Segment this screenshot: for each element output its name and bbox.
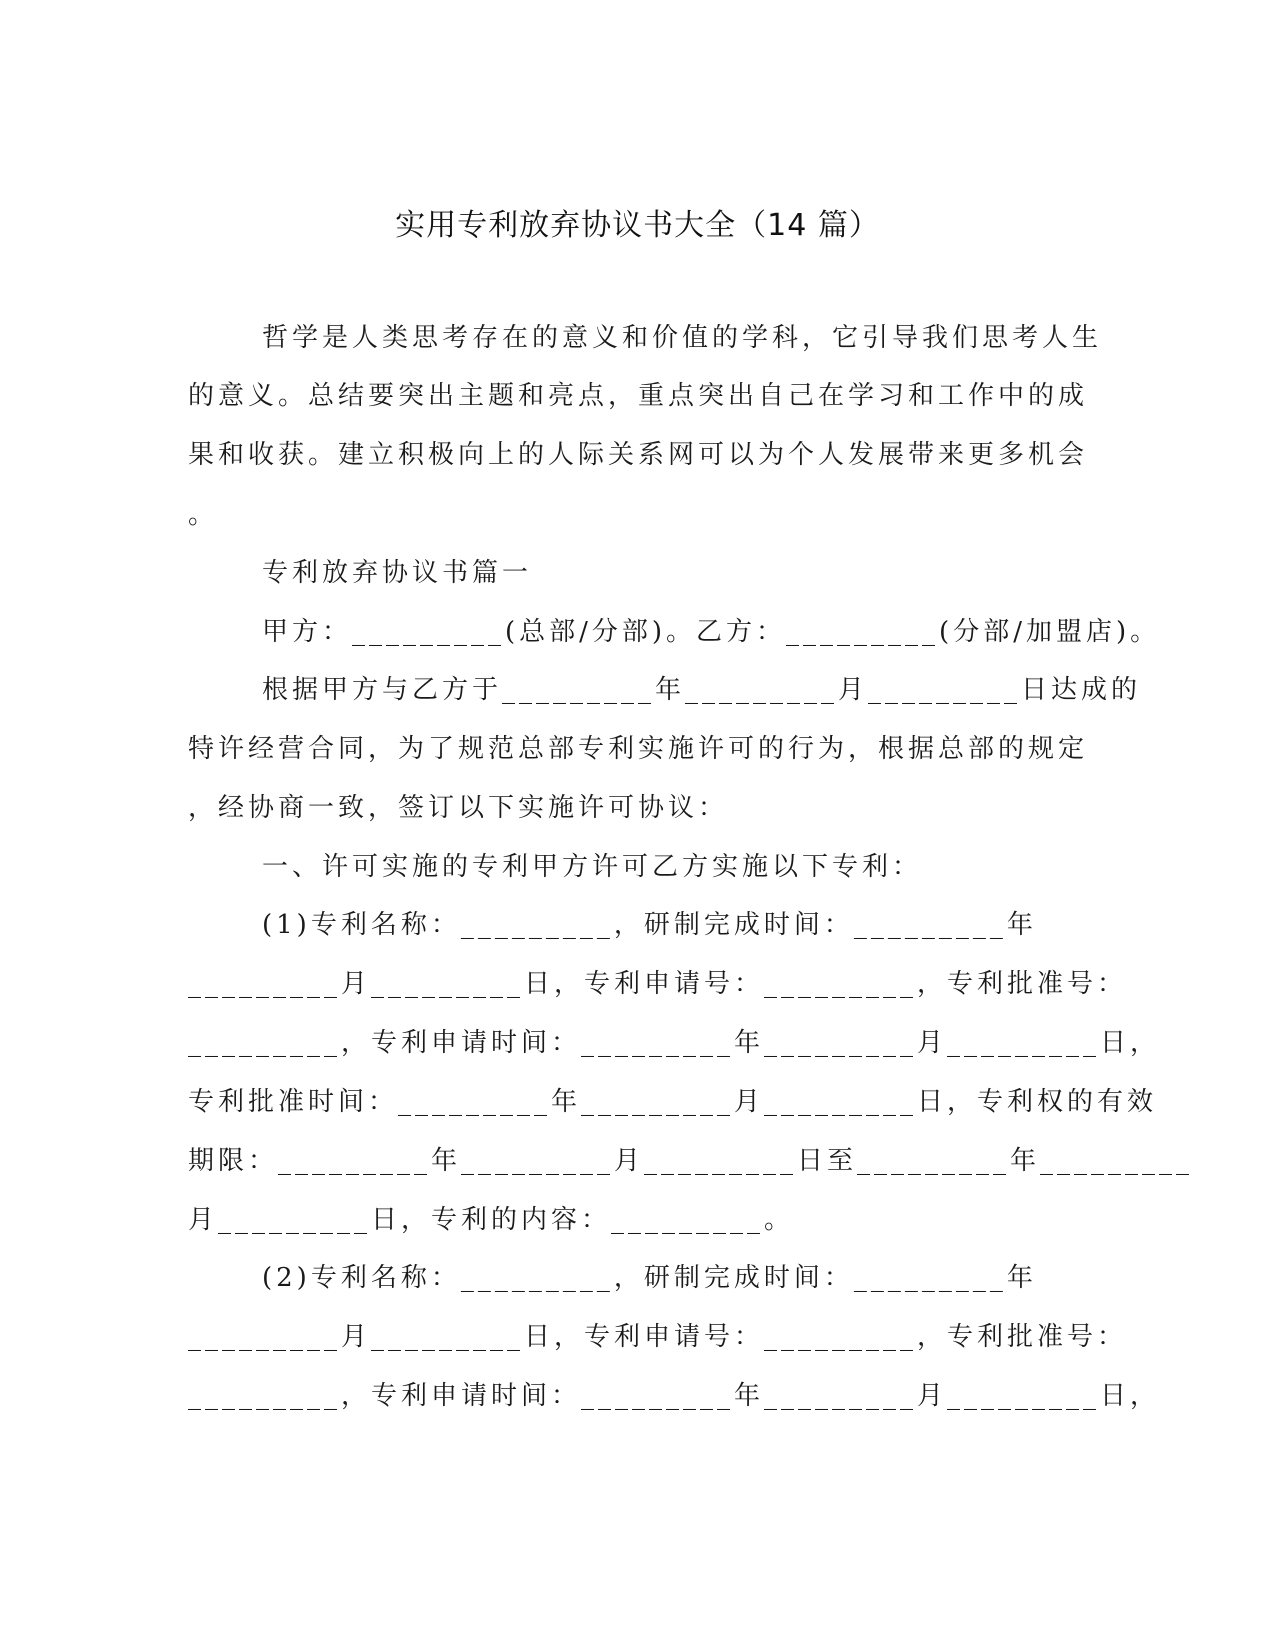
paragraph-line: _________，专利申请时间：_________年_________月_________日，	[188, 1381, 1161, 1411]
paragraph-line: 根据甲方与乙方于_________年_________月_________日达成的	[262, 675, 1142, 705]
paragraph-line: 甲方：_________(总部/分部)。乙方：_________(分部/加盟店)。	[262, 617, 1161, 647]
paragraph-line: 果和收获。建立积极向上的人际关系网可以为个人发展带来更多机会	[188, 440, 1089, 470]
paragraph-line: 专利批准时间：_________年_________月_________日，专利权的有效	[188, 1087, 1158, 1117]
document-title: 实用专利放弃协议书大全（14 篇）	[395, 208, 880, 243]
paragraph-line: (1)专利名称：_________，研制完成时间：_________年	[262, 910, 1037, 940]
paragraph-line: 的意义。总结要突出主题和亮点，重点突出自己在学习和工作中的成	[188, 381, 1089, 411]
paragraph-line: _________，专利申请时间：_________年_________月_________日，	[188, 1028, 1161, 1058]
paragraph-line: 哲学是人类思考存在的意义和价值的学科，它引导我们思考人生	[262, 323, 1103, 353]
paragraph-line: (2)专利名称：_________，研制完成时间：_________年	[262, 1263, 1037, 1293]
paragraph-line: 月_________日，专利的内容：_________。	[188, 1205, 795, 1235]
paragraph-line: ，经协商一致，签订以下实施许可协议：	[188, 793, 729, 823]
paragraph-line: _________月_________日，专利申请号：_________，专利批准号：	[188, 969, 1128, 999]
paragraph-line: 特许经营合同，为了规范总部专利实施许可的行为，根据总部的规定	[188, 734, 1089, 764]
paragraph-line: 期限：_________年_________月_________日至_________年_________	[188, 1146, 1194, 1176]
paragraph-line: 一、许可实施的专利甲方许可乙方实施以下专利：	[262, 852, 923, 882]
paragraph-line: 。	[188, 500, 219, 530]
section-heading: 专利放弃协议书篇一	[262, 558, 533, 588]
paragraph-line: _________月_________日，专利申请号：_________，专利批准号：	[188, 1322, 1128, 1352]
